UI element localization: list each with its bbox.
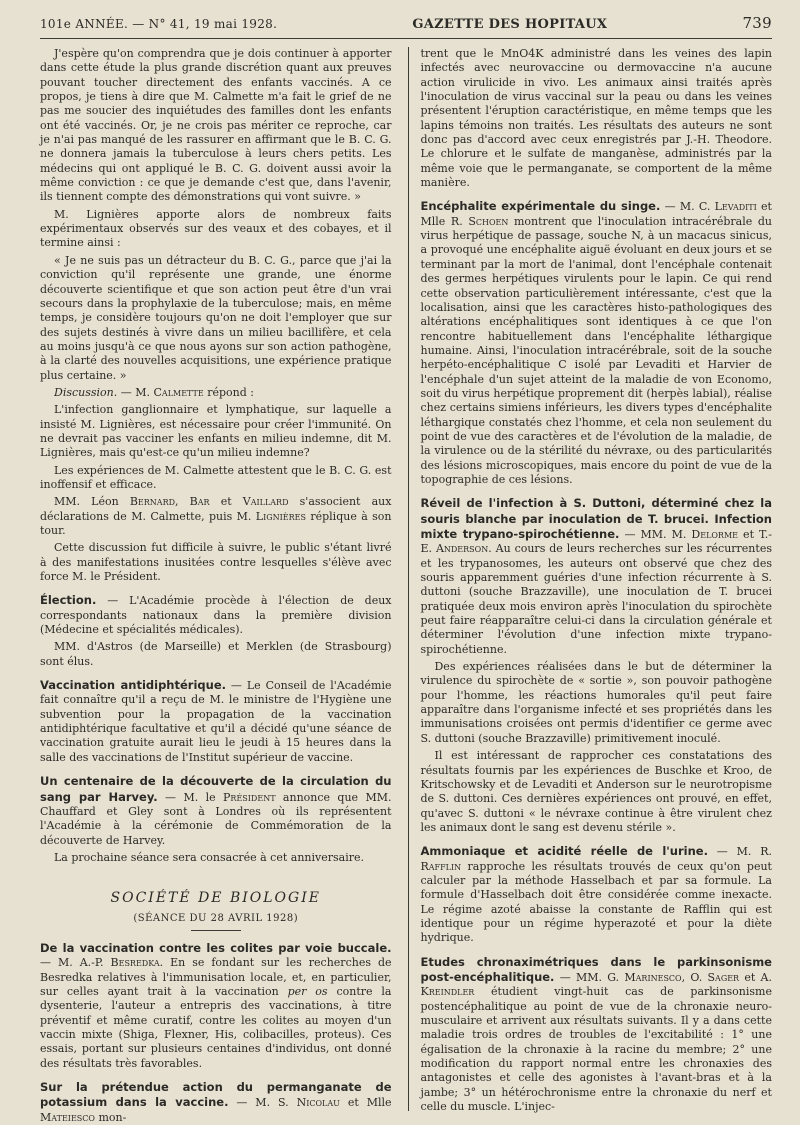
paragraph-text: — L'Académie procède à l'élection de deux correspondants nationaux dans la première division (Médecine et spécialités médicales).: [40, 594, 392, 637]
paragraph: J'espère qu'on comprendra que je dois continuer à apporter dans cette étude la plus grande discrétion quant aux preuves pouvant toucher directement des enfants vaccinés. A ce propos, je tiens à dire que M. Calmette m'a fait le grief de ne pas me soucier des inquiétudes des familles dont les enfants ont été vaccinés. Or, je ne crois pas mériter ce reproche, car je n'ai pas manqué de les rassurer en affirmant que le B. C. G. ne donnera jamais la tuberculose à leurs chers petits. Les médecins qui ont appliqué le B. C. G. doivent aussi avoir la même conviction : ce que je demande c'est que, dans l'avenir, ils tiennent compte des démonstrations qui vont suivre. »: [40, 47, 392, 204]
paragraph-text: — MM. G.: [554, 970, 625, 984]
paragraph: [420, 955, 772, 1115]
heading-encephalite: Encéphalite expérimentale du singe.: [420, 199, 661, 214]
paragraph-text: s'associent aux déclarations de M. Calmette, puis M.: [40, 495, 392, 523]
paragraph: M. Lignières apporte alors de nombreux faits expérimentaux observés sur des veaux et des cobayes, et il termine ainsi :: [40, 207, 392, 250]
paragraph: [40, 1080, 392, 1125]
right-column: [414, 47, 772, 1114]
author-name: Marinesco: [624, 970, 682, 984]
paragraph-text: MM. Léon: [54, 495, 130, 509]
paragraph-text: — M. S.: [228, 1096, 297, 1110]
paragraph-text: — M. R.: [707, 845, 772, 859]
paragraph-text: , O.: [681, 970, 708, 984]
heading-ammoniaque: Ammoniaque et acidité réelle de l'urine.: [420, 844, 708, 859]
author-name: Bar: [189, 495, 210, 509]
author-name: Delorme: [691, 528, 738, 541]
paragraph-text: et Mlle R.: [420, 200, 772, 228]
paragraph-text: réplique à son tour.: [40, 509, 392, 537]
author-name: Levaditi: [714, 200, 757, 214]
paragraph: [40, 678, 392, 765]
author-name: Besredka: [110, 956, 160, 970]
heading-chronaxie: Etudes chronaximétriques dans le parkinsonisme post-encéphalitique.: [420, 954, 772, 984]
paragraph-text: et T.-E.: [420, 528, 772, 556]
paragraph: Cette discussion fut difficile à suivre, le public s'étant livré à des manifestations inusitées contre lesquelles s'élève avec force M. le Président.: [40, 541, 392, 584]
paragraph: trent que le MnO4K administré dans les veines des lapin infectés avec neurovaccine ou dermovaccine n'a aucune action virulicide in vivo. Les animaux ainsi traités après l'inoculation de virus vaccinal sur la peau ou dans les veines présentent l'éruption caractéristique, en même temps que les lapins témoins non traités. Les résultats des auteurs ne sont donc pas d'accord avec ceux enregistrés par J.-H. Theodore. Le chlorure et le sulfate de manganèse, administrés par la même voie que le permanganate, se comportent de la même manière.: [420, 47, 772, 190]
heading-duttoni: Réveil de l'infection à S. Duttoni, déterminé chez la souris blanche par inoculation de T. brucei. Infection mixte trypano-spirochétienne.: [420, 496, 772, 541]
paragraph: « Je ne suis pas un détracteur du B. C. G., parce que j'ai la conviction qu'il représente une grande, une énorme découverte scientifique et que son action peut être d'un vrai secours dans la prophylaxie de la tuberculose; mais, en même temps, je considère toujours qu'on ne doit l'employer que sur des sujets destinés à vivre dans un milieu bacillifère, et cela au moins jusqu'à ce que nous ayons sur son action pathogène, à la clarté des nouvelles acquisitions, une expérience pratique plus certaine. »: [40, 253, 392, 382]
section-title: SOCIÉTÉ DE BIOLOGIE: [110, 890, 321, 907]
paragraph-text: mon-: [94, 1110, 127, 1124]
section-subtitle: (SÉANCE DU 28 AVRIL 1928): [133, 912, 299, 924]
paragraph: Il est intéressant de rapprocher ces constatations des résultats fournis par les expériences de Buschke et Kroo, de Kritschowsky et de Levaditi et Anderson sur le neurotropisme de S. duttoni. Ces dernières expériences ont prouvé, en effet, qu'avec S. duttoni « le névraxe continue à être virulent chez les animaux dont le sang est devenu stérile ».: [420, 749, 772, 834]
paragraph: [40, 593, 392, 637]
page-header: [40, 14, 772, 32]
paragraph: [420, 496, 772, 657]
paragraph-text: annonce que MM. Chauffard et Gley sont à Londres où ils représentent l'Académie à la cérémonie de Commémoration de la découverte de Harvey.: [40, 790, 392, 847]
paragraph: Des expériences réalisées dans le but de déterminer la virulence du spirochète de « sortie », son pouvoir pathogène pour l'homme, les réactions humorales qu'il peut faire apparaître dans l'organisme infecté et ses propriétés dans les immunisations croisées ont permis d'identifier ce germe avec S. duttoni (souche Brazzaville) primitivement inoculé.: [420, 660, 772, 745]
heading-harvey: Un centenaire de la découverte de la circulation du sang par Harvey.: [40, 774, 392, 804]
author-name: Schoen: [468, 214, 509, 228]
paragraph-text: étudient vingt-huit cas de parkinsonisme postencéphalitique au point de vue de la chronaxie neuro-musculaire et arrivent aux résultats suivants. Il y a dans cette maladie trois ordres de troubles de l'excitabilité : 1° une égalisation de la chronaxie à la racine du membre; 2° une modification du rapport normal entre les chronaxies des antagonistes et celle des agonistes à l'avant-bras et à la jambe; 3° un hétérochronisme entre la chronaxie du nerf et celle du muscle. L'injec-: [420, 985, 772, 1114]
author-name: Anderson: [435, 542, 489, 556]
header-rule: [40, 38, 772, 39]
paragraph-text: — M. C.: [660, 200, 715, 214]
paragraph-text: — M. le: [157, 790, 224, 804]
column-divider: [408, 47, 409, 1111]
columns: [40, 47, 772, 1124]
paragraph-text: et A.: [739, 970, 772, 984]
author-name: Sager: [707, 970, 740, 984]
journal-title: GAZETTE DES HOPITAUX: [412, 17, 608, 32]
paragraph-text: — MM. M.: [619, 528, 692, 541]
author-name: Président: [223, 790, 276, 804]
paragraph-text: . En se fondant sur les recherches de Besredka relatives à l'immunisation locale, et, en particulier, sur celles ayant trait à la vaccination: [40, 956, 392, 998]
paragraph: L'infection ganglionnaire et lymphatique, sur laquelle a insisté M. Lignières, est nécessaire pour créer l'immunité. On ne devrait pas vacciner les enfants en milieu indemne, dit M. Lignières, mais qu'est-ce qu'un milieu indemne?: [40, 403, 392, 460]
heading-permanganate: Sur la prétendue action du permanganate de potassium dans la vaccine.: [40, 1080, 392, 1110]
author-name: Lignières: [255, 509, 306, 523]
left-column: [40, 47, 402, 1124]
section-rule: [191, 930, 241, 931]
author-name: Mateiesco: [40, 1110, 95, 1124]
page-number: 739: [742, 14, 772, 32]
paragraph-text: . Au cours de leurs recherches sur les récurrentes et les trypanosomes, les auteurs ont observé que chez des souris apparemment guéries d'une infection récurrente à S. duttoni (souche Brazzaville), une inoculation de T. brucei pratiquée deux mois environ après l'inoculation du spirochète peut faire réapparaître celui-ci dans la circulation générale et déterminer l'évolution d'une infection mixte trypano-spirochétienne.: [420, 542, 772, 656]
issue-info: 101e ANNÉE. — N° 41, 19 mai 1928.: [40, 17, 278, 31]
paragraph: [420, 199, 772, 487]
paragraph-text: — Le Conseil de l'Académie fait connaître qu'il a reçu de M. le ministre de l'Hygiène une subvention pour la propagation de la vaccination antidiphtérique facultative et qu'il a décidé qu'une séance de vaccination gratuite aurait lieu le jeudi à 15 heures dans la salle des vaccinations de l'Institut supérieur de vaccine.: [40, 679, 392, 764]
discussion-label: Discussion.: [54, 385, 118, 399]
paragraph-text: contre la dysenterie, l'auteur a entrepris des vaccinations, à titre préventif et même curatif, contre les colites au moyen d'un vaccin mixte (Shiga, Flexner, His, colibacilles, proteus). Ces essais, portant sur plusieurs centaines d'individus, ont donné des résultats très favorables.: [40, 984, 392, 1070]
paragraph: [40, 495, 392, 538]
heading-election: Élection.: [40, 593, 97, 608]
italic-text: per os: [287, 984, 328, 998]
paragraph-text: répond :: [203, 385, 254, 399]
paragraph: [40, 774, 392, 848]
author-name: Kreindler: [420, 985, 475, 999]
author-name: Rafflin: [420, 859, 462, 873]
paragraph: [420, 844, 772, 945]
heading-vaccination: Vaccination antidiphtérique.: [40, 678, 226, 693]
author-name: M. Calmette: [135, 385, 204, 399]
author-name: Vaillard: [242, 495, 289, 509]
paragraph-text: et: [209, 495, 243, 509]
paragraph-text: montrent que l'inoculation intracérébrale du virus herpétique de passage, souche N, à un macacus sinicus, a provoqué une encéphalite aiguë évoluant en deux jours et se terminant par la mort de l'animal, dont l'encéphale contenait des germes herpétiques virulents pour le lapin. Ce qui rend cette observation particulièrement intéressante, c'est que la localisation, ainsi que les caractères histo-pathologiques des altérations encéphalitiques sont identiques à ce que l'on rencontre habituellement dans l'encéphalite léthargique humaine. Ainsi, l'inoculation intracérébrale, soit de la souche herpéto-encéphalitique C isolé par Levaditi et Harvier de l'encéphale d'un sujet atteint de la maladie de von Economo, soit du virus herpétique proprement dit (herpès labial), réalise chez certains simiens inférieurs, les divers types d'encéphalite léthargique constatés chez l'homme, et cela non seulement du point de vue des caractères et de l'évolution de la maladie, de la virulence ou de la stérilité du névraxe, ou des particularités des lésions microscopiques, mais encore du point de vue de la topographie de ces lésions.: [420, 214, 772, 486]
paragraph: Discussion. — M. Calmette répond :: [54, 385, 254, 399]
paragraph-text: ,: [175, 495, 190, 509]
paragraph: Les expériences de M. Calmette attestent que le B. C. G. est inoffensif et efficace.: [40, 463, 392, 491]
paragraph: [40, 941, 392, 1071]
paragraph-text: et Mlle: [339, 1096, 392, 1110]
paragraph: MM. d'Astros (de Marseille) et Merklen (de Strasbourg) sont élus.: [40, 640, 392, 668]
author-name: Bernard: [129, 495, 176, 509]
paragraph-text: rapproche les résultats trouvés de ceux qu'on peut calculer par la méthode Hasselbach et par sa formule. La formule d'Hasselbach doit être considérée comme inexacte. Le régime azoté abaisse la constante de Rafflin qui est identique pour un régime hyperazoté et pour la diète hydrique.: [420, 859, 772, 945]
paragraph: La prochaine séance sera consacrée à cet anniversaire.: [54, 850, 364, 864]
author-name: Nicolau: [296, 1096, 340, 1110]
heading-colites: De la vaccination contre les colites par voie buccale.: [40, 940, 392, 955]
paragraph-text: — M. A.-P.: [40, 956, 111, 970]
